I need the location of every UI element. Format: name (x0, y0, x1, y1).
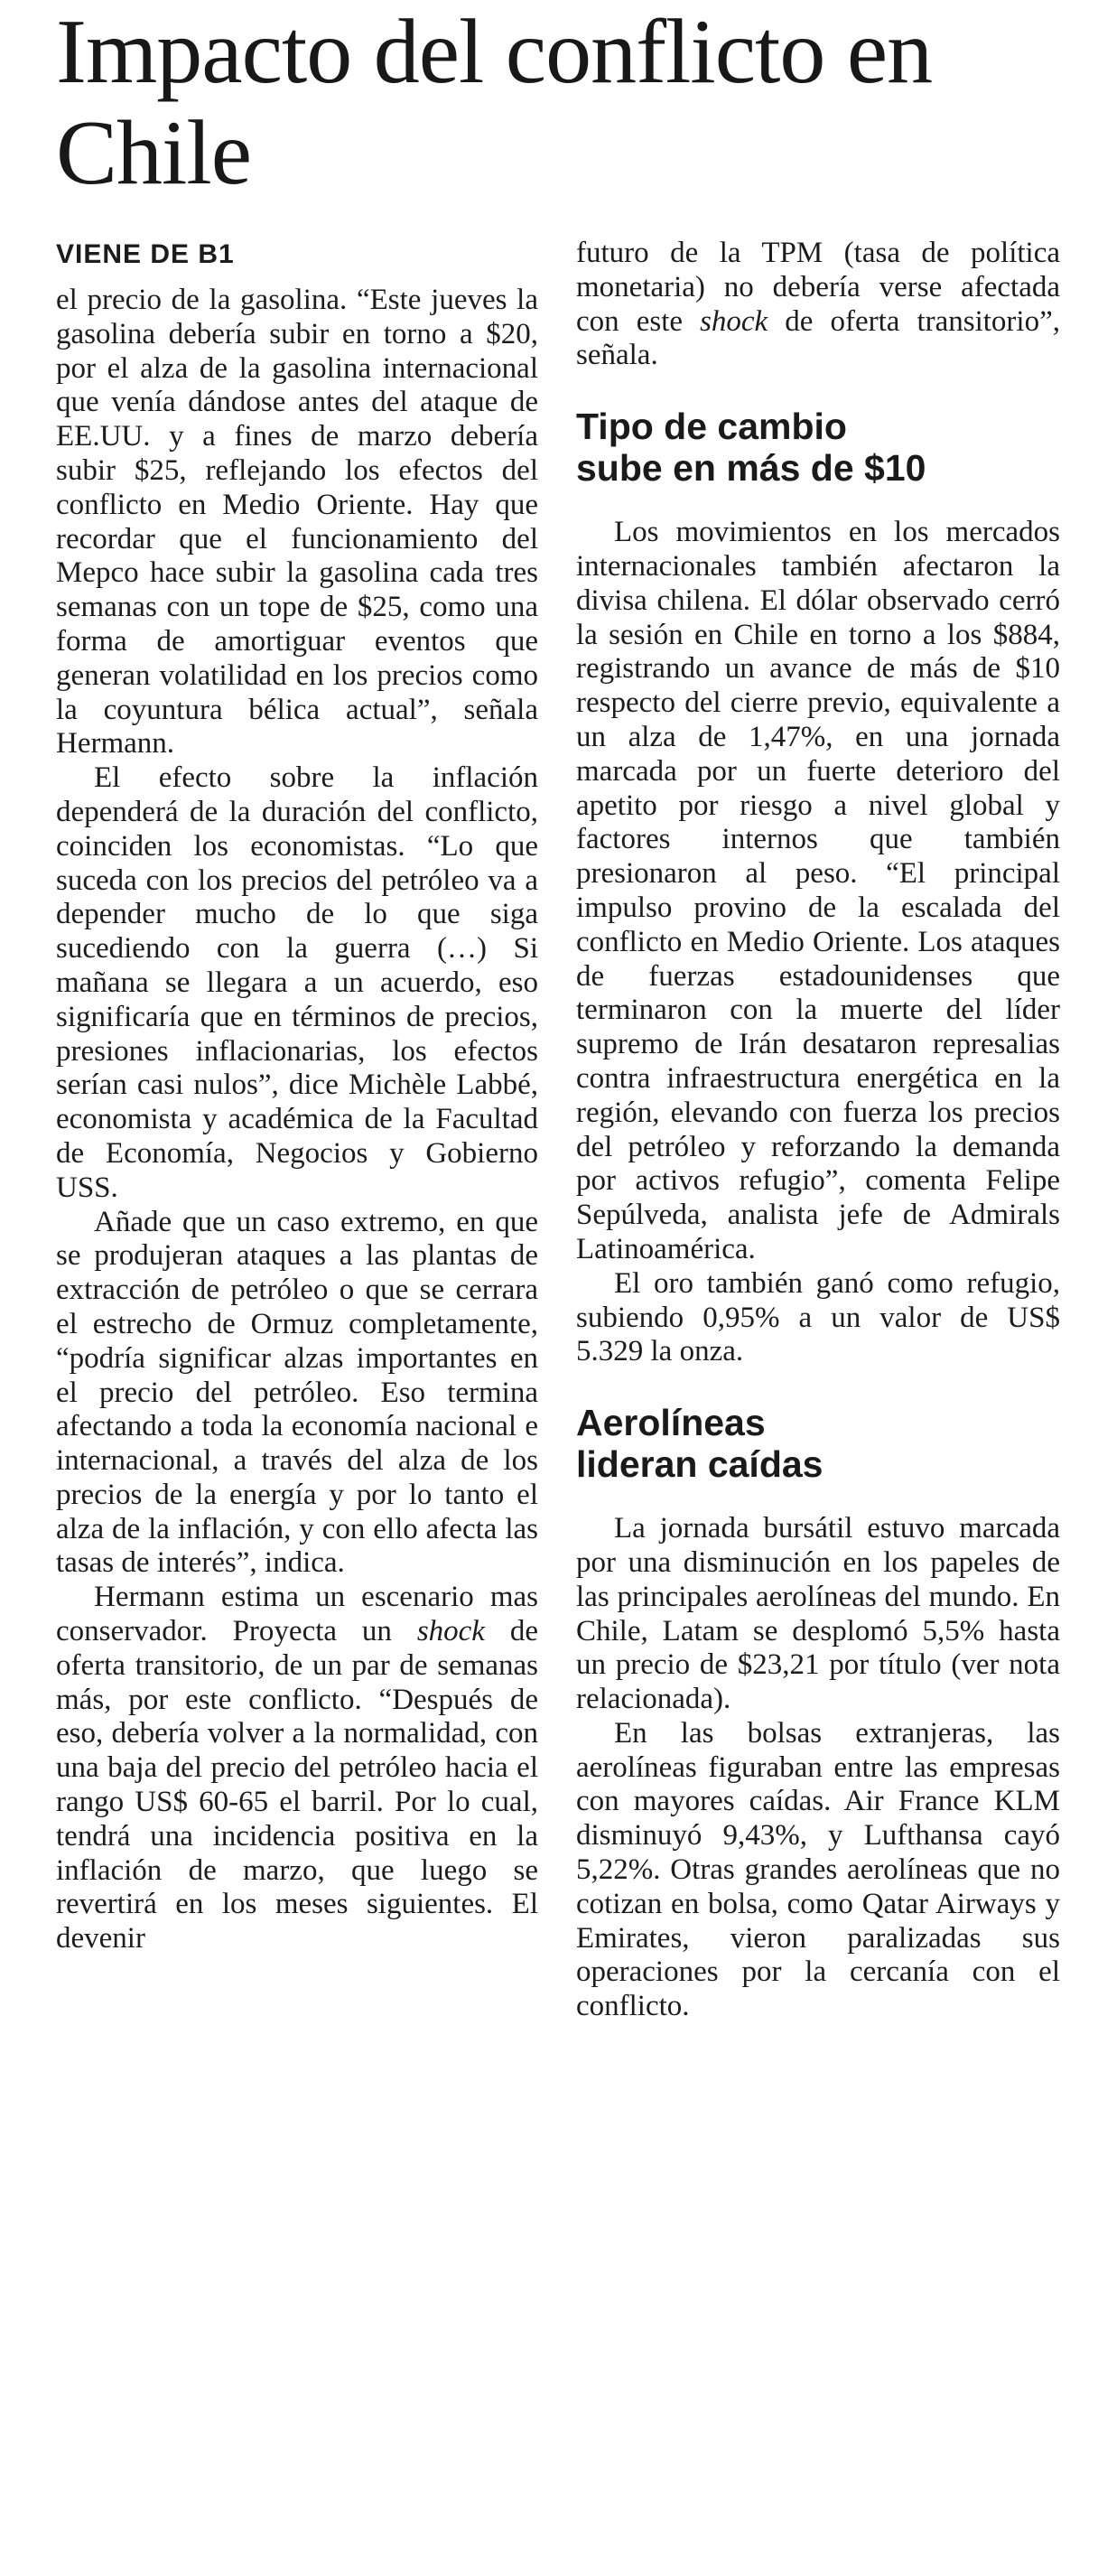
paragraph (56, 1581, 538, 1956)
paragraph (576, 1717, 1060, 2024)
paragraph (56, 761, 538, 1205)
text-run: En las bolsas extranjeras, las aerolíneas figuraban entre las empresas con mayores caídas. Air France KLM disminuyó 9,43%, y Lufthansa cayó 5,22%. Otras grandes aerolíneas que no cotizan en bolsa, como Qatar Airways y Emirates, vieron paralizadas sus operaciones por la cercanía con el conflicto. (576, 1716, 1060, 2023)
text-run: Añade que un caso extremo, en que se produjeran ataques a las plantas de extracción de petróleo o que se cerrara el estrecho de Ormuz completamente, “podría significar alzas importantes en el precio del petróleo. Eso termina afectando a toda la economía nacional e internacional, a través del alza de los precios de la energía y por lo tanto el alza de la inflación, y con ello afecta las tasas de interés”, indica. (56, 1205, 538, 1580)
subheading-line: lideran caídas (576, 1443, 824, 1486)
italic-run: shock (416, 1615, 485, 1648)
text-run: de oferta transitorio, de un par de semanas más, por este conflicto. “Después de eso, debería volver a la normalidad, con una baja del precio del petróleo hacia el rango US$ 60-65 el barril. Por lo cual, tendrá una incidencia positiva en la inflación de marzo, que luego se revertirá en los meses siguientes. El devenir (56, 1615, 538, 1955)
column-right (576, 237, 1060, 2024)
text-run: La jornada bursátil estuvo marcada por una disminución en los papeles de las principales aerolíneas del mundo. En Chile, Latam se desplomó 5,5% hasta un precio de $23,21 por título (ver nota relacionada). (576, 1512, 1060, 1716)
paragraph (576, 1512, 1060, 1717)
subheading-aerolineas (576, 1402, 1060, 1485)
text-run: el precio de la gasolina. “Este jueves la gasolina debería subir en torno a $20, por el alza de la gasolina internacional que venía dándose antes del ataque de EE.UU. y a fines de marzo debería subir $25, reflejando los efectos del conflicto en Medio Oriente. Hay que recordar que el funcionamiento del Mepco hace subir la gasolina cada tres semanas con un tope de $25, como una forma de amortiguar eventos que generan volatilidad en los precios como la coyuntura bélica actual”, señala Hermann. (56, 284, 538, 761)
paragraph (56, 284, 538, 761)
subheading-line: Aerolíneas (576, 1402, 766, 1444)
kicker: VIENE DE B1 (56, 239, 235, 269)
paragraph (576, 1267, 1060, 1369)
text-run: Los movimientos en los mercados internacionales también afectaron la divisa chilena. El dólar observado cerró la sesión en Chile en torno a los $884, registrando un avance de más de $10 respecto del cierre previo, equivalente a un alza de 1,47%, en una jornada marcada por un fuerte deterioro del apetito por riesgo a nivel global y factores internos que también presionaron al peso. “El principal impulso provino de la escalada del conflicto en Medio Oriente. Los ataques de fuerzas estadounidenses que terminaron con la muerte del líder supremo de Irán desataron represalias contra infraestructura energética en la región, elevando con fuerza los precios del petróleo y reforzando la demanda por activos refugio”, comenta Felipe Sepúlveda, analista jefe de Admirals Latinoamérica. (576, 516, 1060, 1265)
paragraph (56, 1206, 538, 1582)
text-run: El efecto sobre la inflación dependerá de la duración del conflicto, coinciden los economistas. “Lo que suceda con los precios del petróleo va a depender mucho de lo que siga sucediendo con la guerra (…) Si mañana se llegara a un acuerdo, eso significaría que en términos de precios, presiones inflacionarias, los efectos serían casi nulos”, dice Michèle Labbé, economista y académica de la Facultad de Economía, Negocios y Gobierno USS. (56, 761, 538, 1204)
text-run: futuro de la TPM (tasa de política monetaria) no debería verse afectada con este (576, 237, 1060, 338)
column-left (56, 237, 538, 1956)
paragraph (576, 237, 1060, 373)
subheading-line: sube en más de $10 (576, 447, 926, 490)
subheading-tipo-de-cambio (576, 406, 1060, 489)
italic-run: shock (700, 304, 768, 338)
headline: Impacto del conflicto en Chile (56, 1, 933, 204)
subheading-line: Tipo de cambio (576, 406, 847, 448)
paragraph (576, 516, 1060, 1267)
text-run: de oferta transitorio”, señala. (576, 304, 1060, 372)
text-run: El oro también ganó como refugio, subiendo 0,95% a un valor de US$ 5.329 la onza. (576, 1266, 1060, 1368)
text-run: Hermann estima un escenario mas conservador. Proyecta un (56, 1581, 538, 1648)
